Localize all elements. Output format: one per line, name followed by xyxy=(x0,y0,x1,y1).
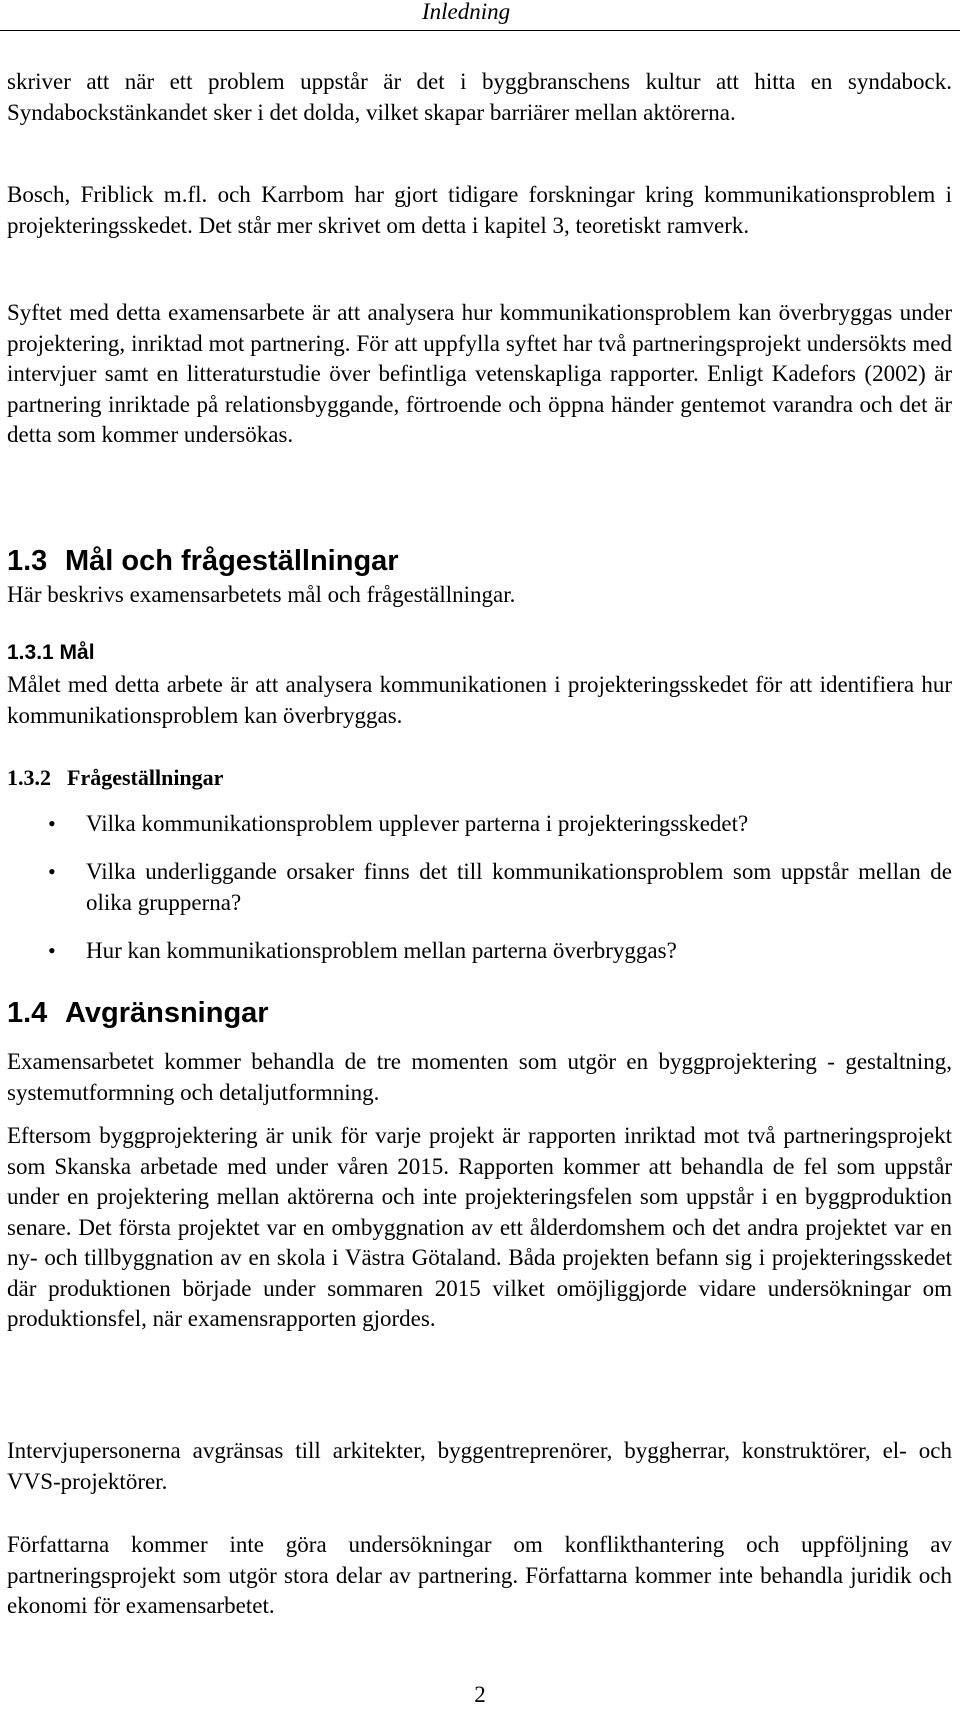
section-title: Avgränsningar xyxy=(65,997,269,1029)
delimitation-paragraph: Författarna kommer inte göra undersökningar om konflikthantering och uppföljning av partneringsprojekt som utgör stora delar av partnering. Författarna kommer inte behandla juridik och ekonomi för examensarbetet. xyxy=(7,1532,952,1618)
bullet-icon: • xyxy=(48,859,56,884)
goal-paragraph: Målet med detta arbete är att analysera kommunikationen i projekteringsskedet för att identifiera hur kommunikationsproblem kan överbryggas. xyxy=(7,672,952,728)
section-number: 1.4 xyxy=(7,997,48,1029)
subsection-heading-1-3-2 xyxy=(7,765,223,791)
question-item: Vilka kommunikationsproblem upplever parterna i projekteringsskedet? xyxy=(86,811,749,836)
section-number: 1.3 xyxy=(7,545,48,577)
page-number: 2 xyxy=(474,1682,486,1707)
delimitation-paragraph: Eftersom byggprojektering är unik för varje projekt är rapporten inriktad mot två partneringsprojekt som Skanska arbetade med under våren 2015. Rapporten kommer att behandla de fel som uppstår under en projektering mellan aktörerna och inte projekteringsfelen som uppstår i en byggproduktion senare. Det första projektet var en ombyggnation av ett ålderdomshem och det andra projektet var en ny- och tillbyggnation av en skola i Västra Götaland. Båda projekten befann sig i projekteringsskedet där produktionen började under sommaren 2015 vilket omöjliggjorde vidare undersökningar om produktionsfel, när examensrapporten gjordes. xyxy=(7,1123,952,1331)
paragraph-previous-research: Bosch, Friblick m.fl. och Karrbom har gjort tidigare forskningar kring kommunikationsproblem i projekteringsskedet. Det står mer skrivet om detta i kapitel 3, teoretiskt ramverk. xyxy=(7,182,952,238)
page-header xyxy=(0,0,960,30)
paragraph-syndabock: skriver att när ett problem uppstår är det i byggbranschens kultur att hitta en syndabock. Syndabockstänkandet sker i det dolda, vilket skapar barriärer mellan aktörerna. xyxy=(7,69,952,125)
section-heading-1-3 xyxy=(7,544,399,578)
paragraph-purpose: Syftet med detta examensarbete är att analysera hur kommunikationsproblem kan överbryggas under projektering, inriktad mot partnering. För att uppfylla syftet har två partneringsprojekt undersökts med intervjuer samt en litteraturstudie över befintliga vetenskapliga rapporter. Enligt Kadefors (2002) är partnering inriktade på relationsbyggande, förtroende och öppna händer gentemot varandra och det är detta som kommer undersökas. xyxy=(7,300,952,447)
subsection-heading-1-3-1: 1.3.1 Mål xyxy=(7,641,95,664)
question-item: Vilka underliggande orsaker finns det till kommunikationsproblem som uppstår mellan de olika grupperna? xyxy=(86,859,952,915)
subsection-number: 1.3.2 xyxy=(7,765,51,790)
header-rule xyxy=(0,30,960,31)
delimitation-paragraph: Examensarbetet kommer behandla de tre momenten som utgör en byggprojektering - gestaltning, systemutformning och detaljutformning. xyxy=(7,1049,952,1105)
running-header-title: Inledning xyxy=(422,0,511,24)
section-intro: Här beskrivs examensarbetets mål och frågeställningar. xyxy=(7,582,516,607)
bullet-icon: • xyxy=(48,811,56,836)
delimitation-paragraph: Intervjupersonerna avgränsas till arkitekter, byggentreprenörer, byggherrar, konstruktörer, el- och VVS-projektörer. xyxy=(7,1438,952,1494)
subsection-title: Frågeställningar xyxy=(67,765,224,790)
bullet-icon: • xyxy=(48,938,56,963)
section-title: Mål och frågeställningar xyxy=(65,545,399,577)
question-item: Hur kan kommunikationsproblem mellan parterna överbryggas? xyxy=(86,938,677,963)
section-heading-1-4 xyxy=(7,996,269,1030)
